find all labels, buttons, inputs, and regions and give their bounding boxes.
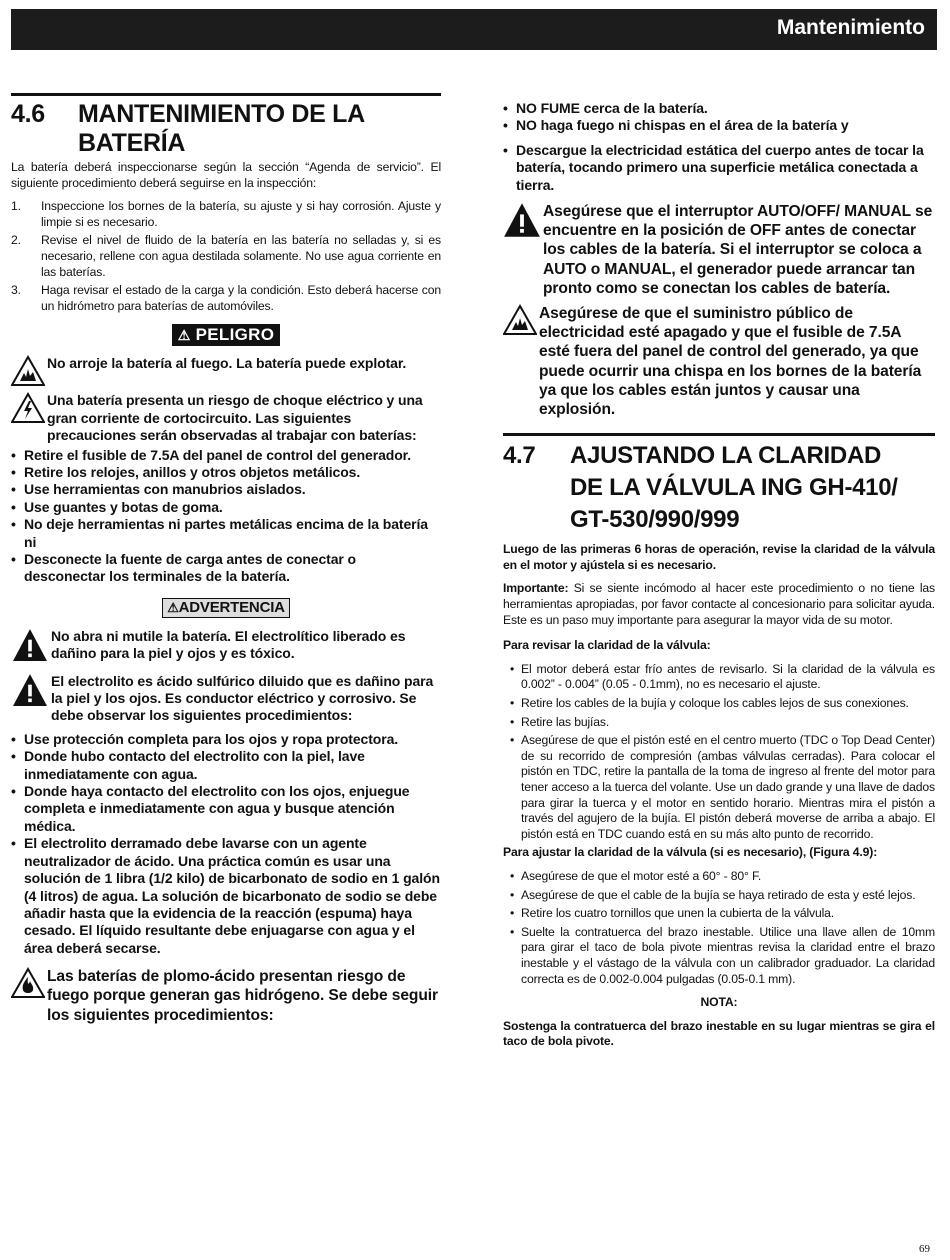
step-number: 3.	[11, 283, 21, 298]
check-heading: Para revisar la claridad de la válvula:	[503, 638, 711, 653]
list-item: • Retire los cuatro tornillos que unen la cubierta de la válvula.	[503, 906, 935, 922]
list-item: • Asegúrese de que el cable de la bujía se haya retirado de esta y esté lejos.	[503, 888, 935, 904]
list-item: • Donde hubo contacto del electrolito con la piel, lave inmediatamente con agua.	[11, 748, 441, 783]
section-rule	[11, 93, 441, 96]
section-title-line: DE LA VÁLVULA ING GH-410/	[570, 474, 898, 502]
list-item: • NO haga fuego ni chispas en el área de la batería y	[503, 117, 935, 134]
list-item: • Use protección completa para los ojos y ropa protectora.	[11, 731, 441, 748]
peligro-label: PELIGRO	[195, 325, 275, 345]
list-item: • Asegúrese de que el pistón esté en el centro muerto (TDC o Top Dead Center) de su recorrido de compresión (ambas válvulas cerradas). Para colocar el pistón en TDC, retire la pantalla de la toma de ingreso al frente del motor para tener acceso a la tuerca del volante. Use un dado grande y una llave de dados para girar la tuerca y el motor en sentido horario. Mientras mira el pistón a través del agujero de la bujía. El pistón deberá moverse de arriba a abajo. El pistón está en TDC cuando está en su más alto punto de recorrido.	[509, 733, 935, 841]
list-item-text: El electrolito derramado debe lavarse con un agente neutralizador de ácido. Una práctica común es usar una solución de 1 libra (1/2 kilo) de bicarbonato de sodio en 1 galón (4 litros) de agua. La solución de bicarbonato de sodio se debe añadir hasta que la evidencia de la reacción (espuma) haya cesado. El líquido resultante debe enjuagarse con agua y el área deberá secarse.	[24, 835, 440, 956]
nota-label: NOTA:	[700, 995, 738, 1010]
list-item-text: No deje herramientas ni partes metálicas encima de la batería ni	[24, 516, 428, 550]
list-item-text: Asegúrese de que el pistón esté en el centro muerto (TDC o Top Dead Center) de su recorrido de compresión (ambas válvulas cerradas). Para colocar el pistón en TDC, retire la pantalla de la toma de ingreso al frente del motor para tener acceso a la tuerca del volante. Use un dado grande y una llave de dados para girar la tuerca y el motor en sentido horario. Mientras mira el pistón a través del agujero de la bujía. El pistón deberá moverse de arriba a abajo. El pistón está en TDC cuando está en su más alto punto de recorrido.	[521, 733, 935, 841]
peligro-badge	[172, 324, 281, 346]
step-number: 2.	[11, 233, 21, 248]
step-number: 1.	[11, 199, 21, 214]
explosion-icon	[11, 355, 45, 387]
list-item-text: Donde haya contacto del electrolito con los ojos, enjuegue completa e inmediatamente con agua y busque atención médica.	[24, 783, 410, 834]
section-title-line: GT-530/990/999	[570, 506, 740, 534]
header-bar	[11, 9, 937, 50]
electric-shock-icon	[11, 392, 45, 424]
section-title-line: MANTENIMIENTO DE LA	[78, 100, 365, 128]
right-column	[503, 100, 935, 1050]
section-4-7-heading	[503, 440, 935, 536]
warning-triangle-icon: ⚠	[177, 327, 191, 344]
advertencia-label: ADVERTENCIA	[178, 598, 285, 616]
warning-shock	[11, 392, 441, 444]
inspection-steps	[11, 199, 441, 314]
static-discharge-precaution	[503, 142, 935, 194]
list-item: • Retire las bujías.	[503, 715, 935, 731]
nota-text: Sostenga la contratuerca del brazo inestable en su lugar mientras se gira el taco de bola pivote.	[503, 1018, 935, 1049]
list-item: • Retire el fusible de 7.5A del panel de control del generador.	[11, 447, 441, 464]
list-item-text: Use guantes y botas de goma.	[24, 498, 223, 515]
advertencia-badge-wrap	[11, 598, 441, 618]
list-item-text: Retire los cuatro tornillos que unen la cubierta de la válvula.	[521, 906, 835, 921]
list-item-text: Donde hubo contacto del electrolito con la piel, lave inmediatamente con agua.	[24, 748, 365, 782]
important-text: Si se siente incómodo al hacer este procedimiento o no tiene las herramientas apropiadas, por favor contacte al concesionario para solicitar ayuda. Este es un paso muy importante para asegurar la mayor vida de su motor.	[503, 581, 935, 627]
exclamation-triangle-icon	[503, 202, 541, 238]
intro-paragraph: La batería deberá inspeccionarse según la sección “Agenda de servicio”. El siguiente procedimiento deberá seguirse en la inspección:	[11, 160, 441, 190]
warning-electrolyte-acid	[11, 673, 441, 725]
list-item: • Retire los relojes, anillos y otros objetos metálicos.	[11, 464, 441, 481]
warning-text: Una batería presenta un riesgo de choque eléctrico y una gran corriente de cortocircuito. Las siguientes precauciones serán observadas al trabajar con baterías:	[47, 392, 423, 444]
list-item-text: Asegúrese de que el motor esté a 60° - 80° F.	[521, 868, 762, 883]
warning-text: Las baterías de plomo-ácido presentan riesgo de fuego porque generan gas hidrógeno. Se debe seguir los siguientes procedimientos:	[47, 968, 438, 1024]
page-number: 69	[919, 1243, 930, 1255]
list-item: • NO FUME cerca de la batería.	[503, 100, 935, 117]
section-title-line: AJUSTANDO LA CLARIDAD	[570, 442, 882, 470]
warning-text: No arroje la batería al fuego. La batería puede explotar.	[47, 355, 407, 372]
list-item	[11, 283, 441, 314]
list-item-text: Retire los relojes, anillos y otros objetos metálicos.	[24, 463, 361, 480]
step-text: Haga revisar el estado de la carga y la condición. Esto deberá hacerse con un hidrómetro para baterías de automóviles.	[41, 283, 441, 313]
section-rule	[503, 433, 935, 436]
step-text: Revise el nivel de fluido de la batería en las batería no selladas y, si es necesario, rellene con agua destilada solamente. No use agua corriente en las baterías.	[41, 233, 441, 279]
list-item-text: Retire los cables de la bujía y coloque los cables lejos de sus conexiones.	[521, 696, 909, 711]
list-item	[11, 233, 441, 280]
explosion-icon	[503, 304, 537, 336]
step-text: Inspeccione los bornes de la batería, su ajuste y si hay corrosión. Ajuste y limpie si es necesario.	[41, 199, 441, 229]
list-item: • Retire los cables de la bujía y coloque los cables lejos de sus conexiones.	[503, 696, 935, 712]
list-item-text: Desconecte la fuente de carga antes de conectar o desconectar los terminales de la batería.	[24, 551, 357, 585]
important-paragraph	[503, 581, 935, 628]
fire-icon	[11, 967, 45, 999]
list-item-text: Use protección completa para los ojos y ropa protectora.	[24, 730, 399, 747]
list-item-text: Asegúrese de que el cable de la bujía se haya retirado de esta y esté lejos.	[521, 887, 916, 902]
list-item-text: NO FUME cerca de la batería.	[516, 100, 708, 116]
warning-electrolyte-toxic	[11, 628, 441, 663]
warning-text: No abra ni mutile la batería. El electrolítico liberado es dañino para la piel y ojos y es tóxico.	[51, 627, 406, 662]
warning-explosion	[11, 355, 441, 387]
section-title	[78, 100, 441, 158]
important-label: Importante:	[503, 581, 569, 596]
list-item	[11, 199, 441, 230]
adjust-steps	[503, 869, 935, 987]
list-item-text: El motor deberá estar frío antes de revisarlo. Si la claridad de la válvula es 0.002” - 0.004” (0.05 - 0.1mm), no es necesario el ajuste.	[521, 661, 935, 692]
list-item: • No deje herramientas ni partes metálicas encima de la batería ni	[11, 516, 441, 551]
list-item: • Use herramientas con manubrios aislados.	[11, 481, 441, 498]
lead-paragraph: Luego de las primeras 6 horas de operación, revise la claridad de la válvula en el motor y ajústela si es necesario.	[503, 542, 935, 572]
section-number: 4.6	[11, 100, 45, 128]
left-column	[11, 93, 441, 1025]
list-item: • Use guantes y botas de goma.	[11, 499, 441, 516]
warning-text: El electrolito es ácido sulfúrico diluido que es dañino para la piel y los ojos. Es conductor eléctrico y corrosivo. Se debe observar los siguientes procedimientos:	[51, 672, 434, 724]
list-item-text: Suelte la contratuerca del brazo inestable. Utilice una llave allen de 10mm para girar el taco de bola pivote mientras revisa la claridad entre el brazo inestable y el vástago de la válvula con un calibrador graduador. La claridad correcta es de 0.002-0.004 pulgadas (0.05-0.1 mm).	[521, 924, 935, 986]
warning-fire	[11, 967, 441, 1025]
list-item: • Donde haya contacto del electrolito con los ojos, enjuegue completa e inmediatamente con agua y busque atención médica.	[11, 783, 441, 835]
warning-text: Asegúrese que el interruptor AUTO/OFF/ MANUAL se encuentre en la posición de OFF antes de conectar los cables de la batería. Si el interruptor se coloca a AUTO o MANUAL, el generador puede arrancar tan pronto como se conectan los cables de batería.	[543, 203, 933, 297]
page-title: Mantenimiento	[776, 16, 925, 39]
peligro-badge-wrap	[11, 324, 441, 346]
exclamation-triangle-icon	[11, 628, 49, 662]
warning-triangle-icon: ⚠	[167, 599, 179, 615]
advertencia-badge	[162, 598, 290, 618]
list-item: • Descargue la electricidad estática del cuerpo antes de tocar la batería, tocando primero una superficie metálica conectada a tierra.	[503, 142, 935, 194]
section-title	[570, 440, 935, 536]
section-title-line: BATERÍA	[78, 129, 186, 157]
list-item-text: Retire el fusible de 7.5A del panel de control del generador.	[24, 446, 412, 463]
list-item: • El electrolito derramado debe lavarse con un agente neutralizador de ácido. Una práctica común es usar una solución de 1 libra (1/2 kilo) de bicarbonato de sodio en 1 galón (4 litros) de agua. La solución de bicarbonato de sodio se debe añadir hasta que la evidencia de la reacción (espuma) haya cesado. El líquido resultante debe enjuagarse con agua y el área deberá secarse.	[11, 835, 440, 956]
list-item: • Desconecte la fuente de carga antes de conectar o desconectar los terminales de la batería.	[11, 551, 441, 586]
section-4-6-heading	[11, 100, 441, 158]
list-item: • El motor deberá estar frío antes de revisarlo. Si la claridad de la válvula es 0.002” - 0.004” (0.05 - 0.1mm), no es necesario el ajuste.	[509, 661, 935, 692]
adjust-heading: Para ajustar la claridad de la válvula (si es necesario), (Figura 4.9):	[503, 845, 878, 860]
list-item: • Asegúrese de que el motor esté a 60° - 80° F.	[503, 869, 935, 885]
warning-text: Asegúrese de que el suministro público de electricidad esté apagado y que el fusible de 7.5A esté fuera del panel de control del generado, ya que puede ocurrir una chispa en los bornes de la batería ya que los cables están juntos y causar una explosión.	[539, 305, 922, 419]
warning-utility-power	[503, 304, 935, 419]
list-item-text: NO haga fuego ni chispas en el área de la batería y	[516, 117, 849, 134]
warning-auto-switch	[503, 202, 935, 298]
fire-precautions	[503, 100, 935, 135]
list-item-text: Descargue la electricidad estática del cuerpo antes de tocar la batería, tocando primero una superficie metálica conectada a tierra.	[516, 141, 924, 193]
exclamation-triangle-icon	[11, 673, 49, 707]
section-number: 4.7	[503, 442, 536, 470]
peligro-precautions	[11, 447, 441, 586]
list-item-text: Use herramientas con manubrios aislados.	[24, 481, 306, 498]
advertencia-procedures	[11, 731, 441, 957]
list-item-text: Retire las bujías.	[521, 714, 610, 729]
check-steps	[503, 662, 935, 843]
list-item: • Suelte la contratuerca del brazo inestable. Utilice una llave allen de 10mm para girar el taco de bola pivote mientras revisa la claridad entre el brazo inestable y el vástago de la válvula con un calibrador graduador. La claridad correcta es de 0.002-0.004 pulgadas (0.05-0.1 mm).	[509, 924, 935, 986]
